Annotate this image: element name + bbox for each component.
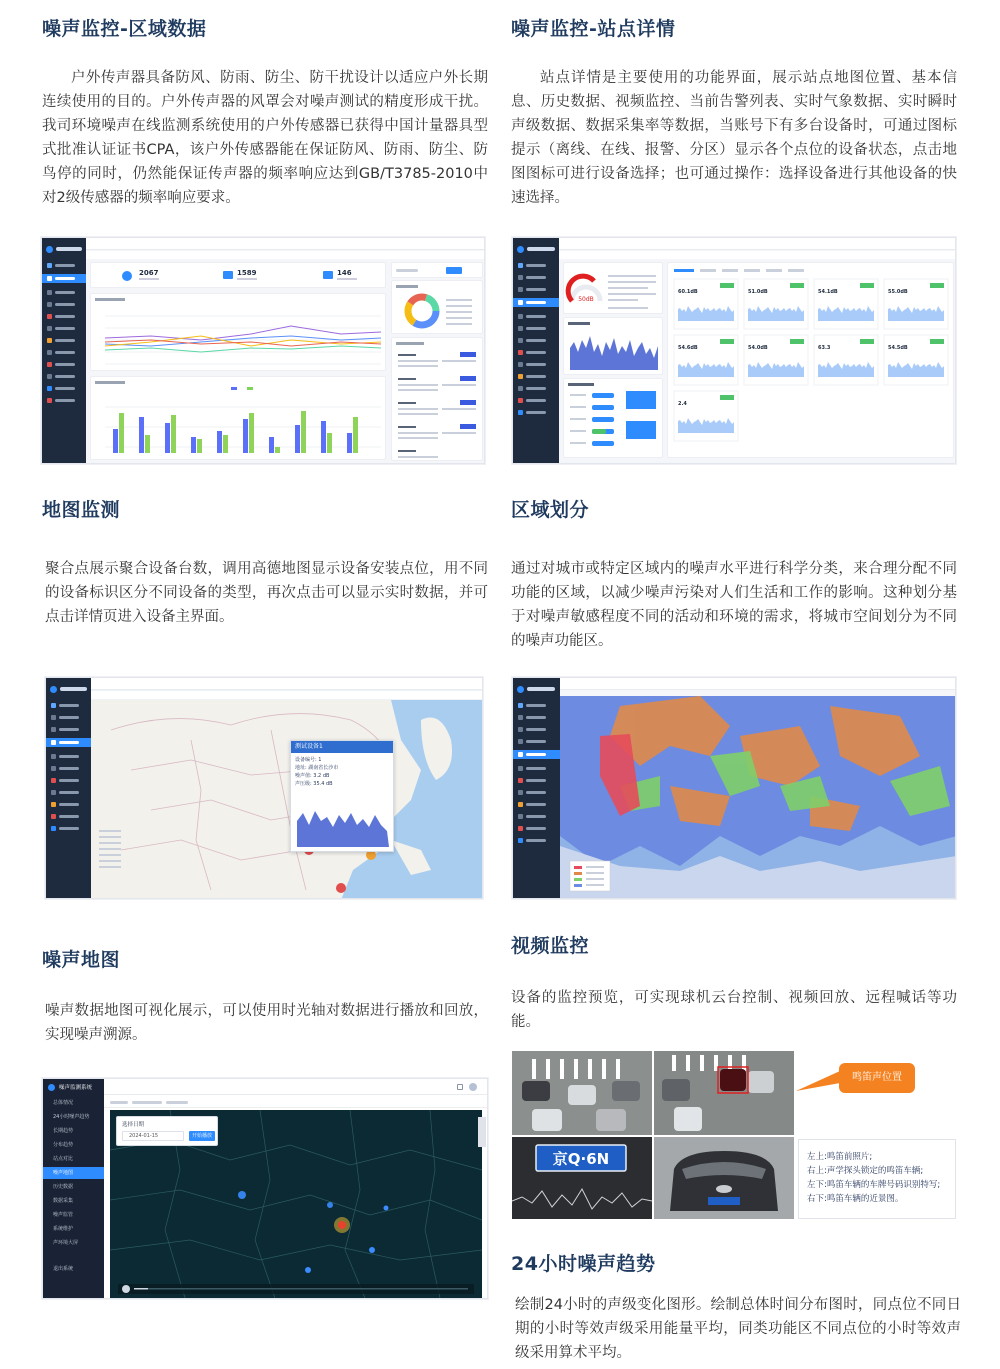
reading-value: 54.0dB bbox=[748, 345, 768, 351]
stat-total: 2067 bbox=[139, 269, 159, 277]
popup-chart bbox=[291, 791, 395, 851]
reading-tile bbox=[814, 335, 878, 385]
zoning-screenshot bbox=[512, 677, 956, 899]
caption-line: 左下:鸣笛车辆的车牌号码识别特写; bbox=[807, 1180, 941, 1190]
app-logo: 噪声监测系统 bbox=[59, 1085, 93, 1091]
reading-tile bbox=[814, 279, 878, 329]
callout-area bbox=[796, 1051, 956, 1137]
gauge-panel bbox=[564, 263, 664, 315]
popup-line: 地址: 湖南省长沙市 bbox=[295, 765, 339, 771]
realtime-chart bbox=[564, 318, 664, 376]
reading-tile bbox=[884, 279, 948, 329]
alarm-line-chart bbox=[91, 294, 387, 372]
sidebar-item[interactable]: 噪声地图 bbox=[43, 1167, 104, 1179]
caption-line: 右上:声学探头锁定的鸣笛车辆; bbox=[807, 1166, 924, 1176]
section-title: 24小时噪声趋势 bbox=[511, 1253, 656, 1275]
sidebar-item[interactable]: 退出系统 bbox=[53, 1266, 74, 1272]
section-text: 绘制24小时的声级变化图形。绘制总体时间分布图时，同点位不同日期的小时等效声级采用能量平均，同类功能区不同点位的小时等效声级采用算术平均。 bbox=[515, 1297, 961, 1361]
device-popup[interactable] bbox=[290, 740, 394, 852]
section-zoning bbox=[511, 495, 957, 653]
donut-chart bbox=[392, 281, 484, 335]
reading-value: 2.4 bbox=[678, 401, 687, 407]
logo-icon bbox=[48, 1084, 55, 1091]
popup-title: 测试设备1 bbox=[291, 741, 393, 753]
section-title: 噪声监控-区域数据 bbox=[42, 18, 207, 40]
popup-line: 设备编号: 1 bbox=[295, 757, 322, 763]
fullscreen-icon[interactable] bbox=[457, 1084, 463, 1090]
sidebar-item[interactable]: 总体情况 bbox=[53, 1100, 74, 1106]
section-text: 噪声数据地图可视化展示，可以使用时光轴对数据进行播放和回放，实现噪声溯源。 bbox=[45, 1003, 488, 1043]
reading-tile bbox=[674, 335, 738, 385]
station-detail-screenshot bbox=[512, 237, 956, 464]
date-picker-label: 选择日期 bbox=[122, 1122, 145, 1128]
video-caption-box bbox=[798, 1139, 956, 1219]
section-text: 通过对城市或特定区域内的噪声水平进行科学分类，来合理分配不同功能的区域，以减少噪声污染对人们生活和工作的影响。这种划分基于对噪声敏感程度不同的活动和环境的需求，将城市空间划分为不同的噪声功能区。 bbox=[511, 561, 957, 649]
reading-tile bbox=[744, 335, 808, 385]
caption-line: 左上:鸣笛前照片; bbox=[807, 1152, 873, 1162]
section-title: 地图监测 bbox=[42, 499, 121, 521]
section-map-monitor bbox=[42, 495, 488, 629]
reading-tile bbox=[674, 391, 738, 441]
noise-map-screenshot bbox=[42, 1078, 488, 1299]
map-monitor-screenshot bbox=[45, 677, 483, 899]
section-text: 聚合点展示聚合设备台数，调用高德地图显示设备安装点位，用不同的设备标识区分不同设备的类型，再次点击可以显示实时数据，并可点击详情页进入设备主界面。 bbox=[45, 561, 488, 625]
gauge-value: 50dB bbox=[578, 296, 594, 303]
readings-grid bbox=[668, 263, 955, 459]
section-trend bbox=[511, 1249, 961, 1365]
section-noise-map bbox=[42, 945, 488, 1047]
reading-value: 63.3 bbox=[818, 345, 831, 351]
stats-row bbox=[91, 263, 387, 289]
zoning-map bbox=[560, 696, 956, 899]
callout-label: 鸣笛声位置 bbox=[839, 1063, 915, 1093]
reading-tile bbox=[884, 335, 948, 385]
sidebar-item[interactable]: 站点对比 bbox=[53, 1156, 74, 1162]
section-video bbox=[511, 931, 957, 1034]
section-title: 视频监控 bbox=[511, 935, 590, 957]
reading-value: 60.1dB bbox=[678, 289, 698, 295]
section-text: 户外传声器具备防风、防雨、防尘、防干扰设计以适应户外长期连续使用的目的。户外传声器的风罩会对噪声测试的精度形成干扰。我司环境噪声在线监测系统使用的户外传感器已获得中国计量器具型式批准认证证书CPA，该户外传感器能在保证防风、防雨、防尘、防鸟停的同时，仍然能保证传声器的频率响应达到GB/T3785-2010中对2级传感器的频率响应要求。 bbox=[42, 70, 488, 206]
video-frames bbox=[512, 1051, 794, 1219]
popup-line: 声压级: 35.4 dB bbox=[295, 781, 333, 787]
collection-rate-panel bbox=[564, 379, 664, 459]
stat-alarm: 146 bbox=[337, 269, 352, 277]
device-bar-chart bbox=[91, 377, 387, 461]
sidebar-item[interactable]: 历史数据 bbox=[53, 1184, 74, 1190]
sidebar-item[interactable]: 分布趋势 bbox=[53, 1142, 74, 1148]
station-list bbox=[392, 338, 484, 462]
avatar[interactable] bbox=[469, 1083, 477, 1091]
section-title: 噪声地图 bbox=[42, 949, 121, 971]
section-region bbox=[42, 14, 488, 210]
sidebar-item[interactable]: 系统维护 bbox=[53, 1226, 74, 1232]
reading-tile bbox=[744, 279, 808, 329]
section-title: 噪声监控-站点详情 bbox=[511, 18, 676, 40]
section-station bbox=[511, 14, 957, 210]
sidebar-item[interactable]: 数据采集 bbox=[53, 1198, 74, 1204]
reading-value: 54.5dB bbox=[888, 345, 908, 351]
section-text: 站点详情是主要使用的功能界面，展示站点地图位置、基本信息、历史数据、视频监控、当前告警列表、实时气象数据、实时瞬时声级数据、数据采集率等数据，当账号下有多台设备时，可通过图标提示（离线、在线、报警、分区）显示各个点位的设备状态，点击地图图标可进行设备选择；也可通过操作：选择设备进行其他设备的快速选择。 bbox=[511, 70, 957, 206]
reading-value: 54.1dB bbox=[818, 289, 838, 295]
date-picker-panel bbox=[116, 1116, 218, 1146]
video-monitor-figure bbox=[512, 1051, 956, 1221]
license-plate: 京Q·6N bbox=[552, 1150, 610, 1168]
date-input[interactable]: 2024-01-15 bbox=[122, 1131, 184, 1141]
reading-value: 54.6dB bbox=[678, 345, 698, 351]
section-text: 设备的监控预览，可实现球机云台控制、视频回放、远程喊话等功能。 bbox=[511, 990, 957, 1030]
reading-value: 55.0dB bbox=[888, 289, 908, 295]
sidebar-item[interactable]: 声环境大屏 bbox=[53, 1240, 79, 1246]
scrollbar[interactable] bbox=[478, 1117, 486, 1147]
stat-online: 1589 bbox=[237, 269, 257, 277]
section-title: 区域划分 bbox=[511, 499, 590, 521]
popup-line: 噪声值: 3.2 dB bbox=[295, 773, 330, 779]
sidebar-item[interactable]: 噪声监管 bbox=[53, 1212, 74, 1218]
sidebar-item[interactable]: 长期趋势 bbox=[53, 1128, 74, 1134]
china-map bbox=[91, 700, 483, 899]
sidebar-item[interactable]: 24小时噪声趋势 bbox=[53, 1114, 90, 1120]
caption-line: 右下:鸣笛车辆的近景图。 bbox=[807, 1194, 904, 1204]
dashboard-screenshot bbox=[41, 237, 485, 464]
reading-tile bbox=[674, 279, 738, 329]
reading-value: 51.0dB bbox=[748, 289, 768, 295]
play-button[interactable]: 开始播放 bbox=[189, 1131, 215, 1141]
